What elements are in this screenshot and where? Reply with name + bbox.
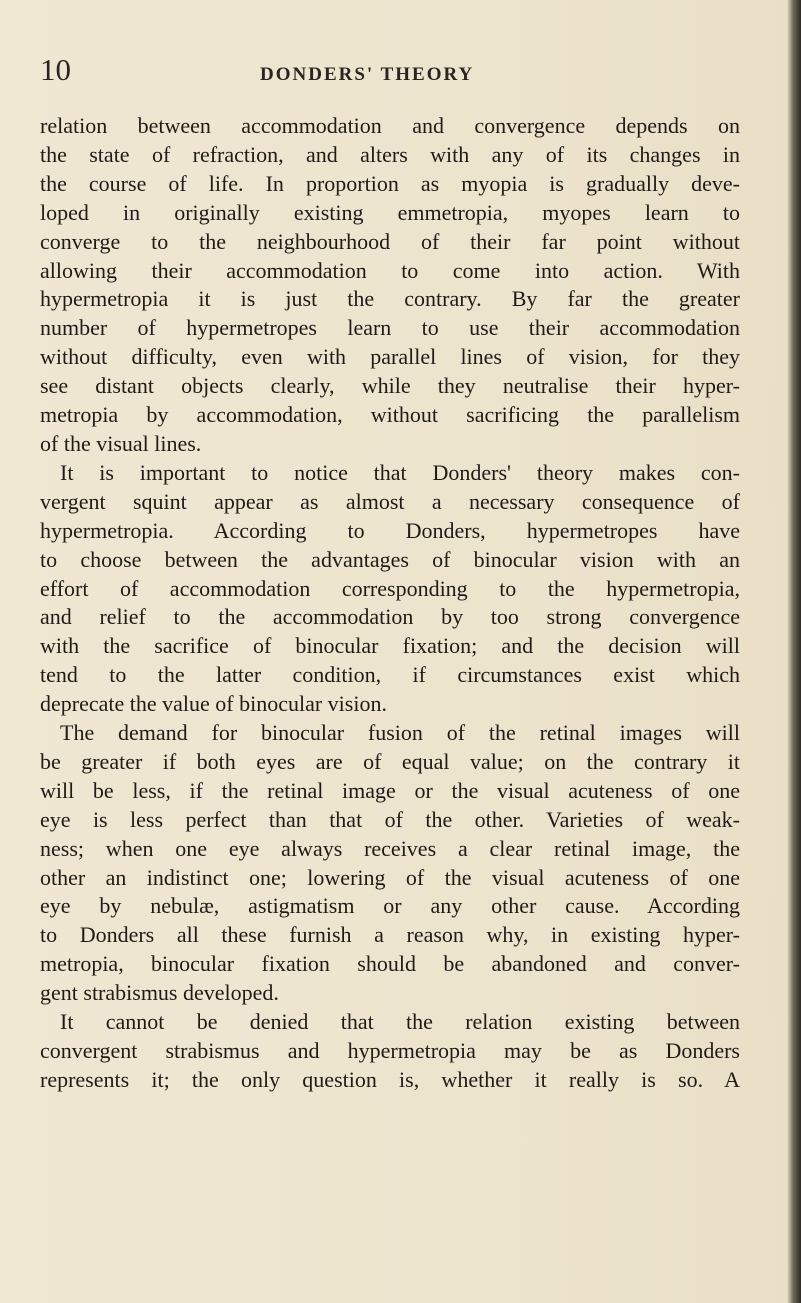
page-header xyxy=(0,36,801,96)
paragraph xyxy=(40,1008,740,1095)
text-line: convergent strabismus and hypermetropia may be as Donders xyxy=(40,1038,740,1063)
text-line: other an indistinct one; lowering of the visual acuteness of one xyxy=(40,864,740,890)
text-line: loped in originally existing emmetropia, myopes learn to xyxy=(40,199,740,225)
text-line: the course of life. In proportion as myopia is gradually deve- xyxy=(40,170,740,196)
paragraph xyxy=(40,112,740,459)
text-line: effort of accommodation corresponding to the hypermetropia, xyxy=(40,575,740,601)
text-line: eye is less perfect than that of the other. Varieties of weak- xyxy=(40,806,740,832)
text-line: represents it; the only question is, whether it really is so. A xyxy=(40,1066,740,1092)
text-line: and relief to the accommodation by too strong convergence xyxy=(40,604,740,630)
text-line: without difficulty, even with parallel lines of vision, for they xyxy=(40,344,740,370)
body-text xyxy=(40,112,740,1095)
text-line: the state of refraction, and alters with any of its changes in xyxy=(40,141,740,167)
text-line: metropia, binocular fixation should be abandoned and conver- xyxy=(40,951,740,977)
text-line: to choose between the advantages of binocular vision with an xyxy=(40,546,740,572)
page-edge-shadow xyxy=(787,0,801,1303)
paragraph xyxy=(40,459,740,719)
text-line: It cannot be denied that the relation existing between xyxy=(60,1009,740,1035)
text-line: number of hypermetropes learn to use their accommodation xyxy=(40,315,740,341)
text-line: will be less, if the retinal image or the visual acuteness of one xyxy=(40,777,740,803)
text-line: to Donders all these furnish a reason why, in existing hyper- xyxy=(40,922,740,948)
text-line: The demand for binocular fusion of the retinal images will xyxy=(60,720,740,746)
text-line: hypermetropia. According to Donders, hypermetropes have xyxy=(40,517,740,543)
text-line: relation between accommodation and convergence depends on xyxy=(40,113,740,138)
text-line: ness; when one eye always receives a clear retinal image, the xyxy=(40,835,740,861)
text-line: gent strabismus developed. xyxy=(40,980,279,1006)
paragraph xyxy=(40,719,740,1008)
text-line: It is important to notice that Donders' theory makes con- xyxy=(60,459,740,485)
text-line: see distant objects clearly, while they neutralise their hyper- xyxy=(40,373,740,399)
text-line: with the sacrifice of binocular fixation; and the decision will xyxy=(40,633,740,659)
text-line: allowing their accommodation to come into action. With xyxy=(40,257,740,283)
text-line: metropia by accommodation, without sacrificing the parallelism xyxy=(40,402,740,428)
text-line: be greater if both eyes are of equal value; on the contrary it xyxy=(40,748,740,774)
text-line: vergent squint appear as almost a necessary consequence of xyxy=(40,488,740,514)
text-line: eye by nebulæ, astigmatism or any other cause. According xyxy=(40,893,740,919)
running-head: DONDERS' THEORY xyxy=(260,64,475,85)
text-line: deprecate the value of binocular vision. xyxy=(40,691,387,717)
text-line: converge to the neighbourhood of their far point without xyxy=(40,228,740,254)
text-line: hypermetropia it is just the contrary. By far the greater xyxy=(40,286,740,312)
page-number: 10 xyxy=(40,52,71,87)
text-line: tend to the latter condition, if circumstances exist which xyxy=(40,662,740,688)
text-line: of the visual lines. xyxy=(40,430,202,456)
